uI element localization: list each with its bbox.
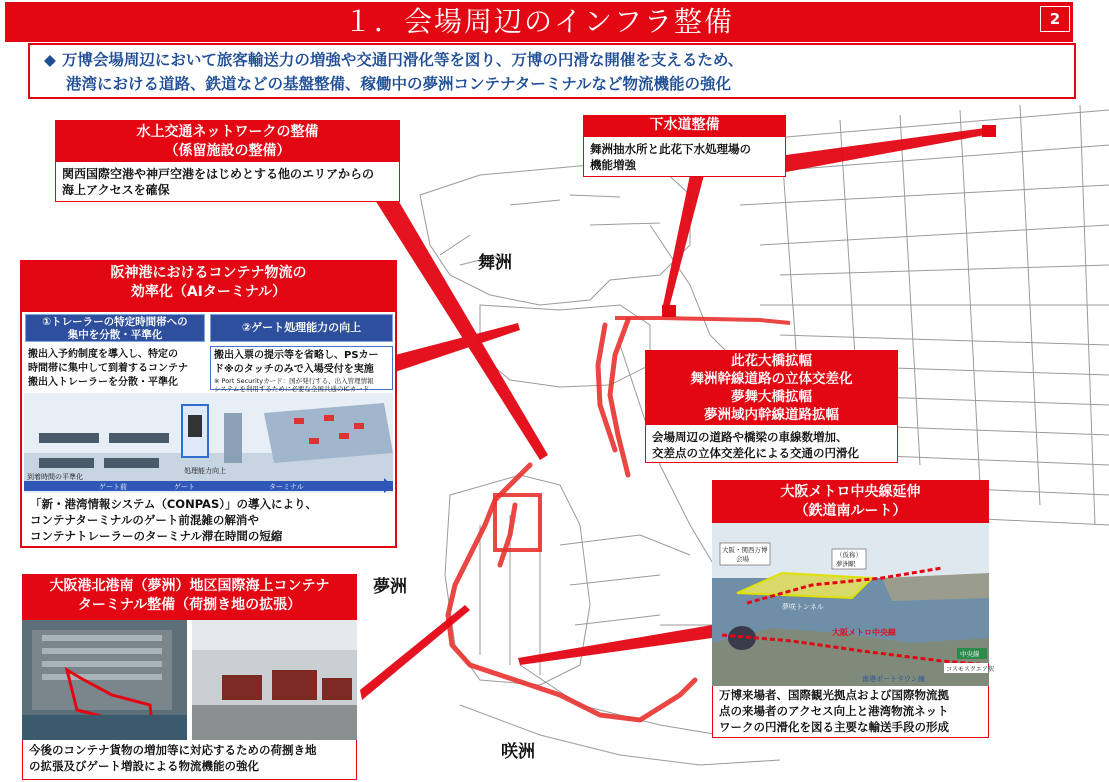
container-logistics-title: [20, 260, 397, 310]
sewer-body: [583, 137, 786, 177]
sub-heading-a: [25, 314, 205, 342]
water-transport-body-line-1: 関西国際空港や神戸空港をはじめとする他のエリアからの: [62, 167, 375, 181]
sub-body-b: [210, 346, 393, 393]
metro-body: [712, 686, 989, 738]
sub-body-b-line-1: 搬出入票の提示等を省略し、PSカー: [214, 350, 379, 361]
summary-line-2: 港湾における道路、鉄道などの基盤整備、稼働中の夢洲コンテナターミナルなど物流機能の強化: [66, 75, 731, 93]
container-terminal-title-line-1: 大阪港北港南（夢洲）地区国際海上コンテナ: [49, 578, 330, 594]
container-logistics-foot-line-1: 「新・港湾情報システム（CONPAS）」の導入により、: [30, 497, 317, 511]
place-label-sakishima: 咲洲: [501, 742, 535, 762]
roads-body-line-2: 交差点の立体交差化による交通の円滑化: [652, 446, 859, 460]
water-transport-body-line-2: 海上アクセスを確保: [62, 183, 170, 197]
page-number: 2: [1040, 6, 1070, 32]
sub-body-a-line-3: 搬出入トレーラーを分散・平準化: [28, 377, 178, 388]
img-station-label-1: （仮称）: [836, 551, 862, 559]
water-transport-title-line-2: （係留施設の整備）: [164, 143, 291, 159]
sewer-title: 下水道整備: [583, 115, 786, 137]
sub-body-b-note-2: システムを利用するために必要な全国共通のICカード: [214, 385, 370, 393]
illus-capacity-label: 処理能力向上: [184, 467, 226, 475]
water-transport-title-line-1: 水上交通ネットワークの整備: [136, 124, 319, 140]
img-line-label: 大阪メトロ中央線: [832, 628, 896, 637]
img-venue-label-1: 大阪・関西万博: [722, 546, 768, 554]
metro-title-line-2: （鉄道南ルート）: [794, 503, 907, 519]
roads-title-line-1: 此花大橋拡幅: [731, 353, 812, 369]
sub-body-a: [25, 346, 205, 390]
illus-terminal-label: ターミナル: [269, 483, 304, 491]
img-line-badge: 中央線: [960, 650, 980, 658]
roads-title-line-2: 舞洲幹線道路の立体交差化: [690, 371, 853, 387]
container-terminal-photos: [22, 620, 357, 740]
roads-title-line-4: 夢洲域内幹線道路拡幅: [704, 407, 839, 423]
container-logistics-title-line-1: 阪神港におけるコンテナ物流の: [110, 265, 307, 281]
container-logistics-title-line-2: 効率化（AIターミナル）: [130, 284, 287, 300]
roads-body: [645, 425, 898, 463]
place-label-yumeshima: 夢洲: [373, 577, 407, 597]
container-terminal-title-line-2: ターミナル整備（荷捌き地の拡張）: [77, 597, 302, 613]
container-terminal-body-line-2: の拡張及びゲート増設による物流機能の強化: [29, 759, 259, 773]
sub-heading-a-line-1: ①トレーラーの特定時間帯への: [42, 316, 188, 328]
summary-line-1: 万博会場周辺において旅客輸送力の増強や交通円滑化等を図り、万博の円滑な開催を支えるため、: [61, 51, 744, 69]
sewer-body-line-2: 機能増強: [590, 158, 636, 172]
img-cosmo-label: コスモスクエア駅: [946, 666, 994, 673]
terminal-illustration: [24, 393, 393, 493]
img-nanko-label: 南港ポートタウン線: [862, 675, 925, 683]
illus-arrival-label: 到着時間の平準化: [27, 473, 83, 481]
metro-title: [712, 480, 989, 523]
sub-body-b-note-1: ※ Port Securityカード：国が発行する、出入管理情報: [214, 377, 374, 385]
metro-body-line-3: ワークの円滑化を図る主要な輸送手段の形成: [719, 720, 949, 734]
img-venue-label-2: 会場: [736, 555, 749, 563]
sewer-body-line-1: 舞洲抽水所と此花下水処理場の: [590, 142, 751, 156]
metro-body-line-1: 万博来場者、国際観光拠点および国際物流拠: [719, 688, 949, 702]
img-tunnel-label: 夢咲トンネル: [782, 603, 824, 611]
bullet-diamond-icon: ◆: [44, 51, 56, 69]
roads-title-line-3: 夢舞大橋拡幅: [731, 389, 812, 405]
container-logistics-foot-line-3: コンテナトレーラーのターミナル滞在時間の短縮: [30, 529, 283, 543]
metro-aerial-photo: [712, 523, 994, 686]
illus-gate-front-label: ゲート前: [99, 483, 127, 491]
roads-title: [645, 350, 898, 425]
sub-heading-b: ②ゲート処理能力の向上: [210, 314, 393, 342]
sub-body-a-line-2: 時間帯に集中して到着するコンテナ: [28, 363, 188, 374]
illus-gate-label: ゲート: [174, 483, 195, 491]
container-terminal-title: [22, 574, 357, 620]
sub-heading-a-line-2: 集中を分散・平準化: [67, 329, 163, 341]
roads-body-line-1: 会場周辺の道路や橋梁の車線数増加、: [652, 430, 848, 444]
metro-body-line-2: 点の来場者のアクセス向上と港湾物流ネット: [719, 704, 949, 718]
place-label-maishima: 舞洲: [478, 253, 512, 273]
sub-body-b-line-2: ド※のタッチのみで入場受付を実施: [214, 364, 374, 375]
container-terminal-body-line-1: 今後のコンテナ貨物の増加等に対応するための荷捌き地: [29, 743, 317, 757]
container-logistics-footer: [22, 494, 395, 546]
img-station-label-2: 夢洲駅: [836, 560, 856, 568]
water-transport-title: [55, 120, 400, 162]
container-terminal-body: [22, 740, 357, 780]
water-transport-body: [55, 162, 400, 202]
container-logistics-foot-line-2: コンテナターミナルのゲート前混雑の解消や: [30, 513, 259, 527]
sub-body-a-line-1: 搬出入予約制度を導入し、特定の: [28, 349, 178, 360]
metro-title-line-1: 大阪メトロ中央線延伸: [780, 484, 921, 500]
page-title: １．会場周辺のインフラ整備: [343, 5, 734, 38]
